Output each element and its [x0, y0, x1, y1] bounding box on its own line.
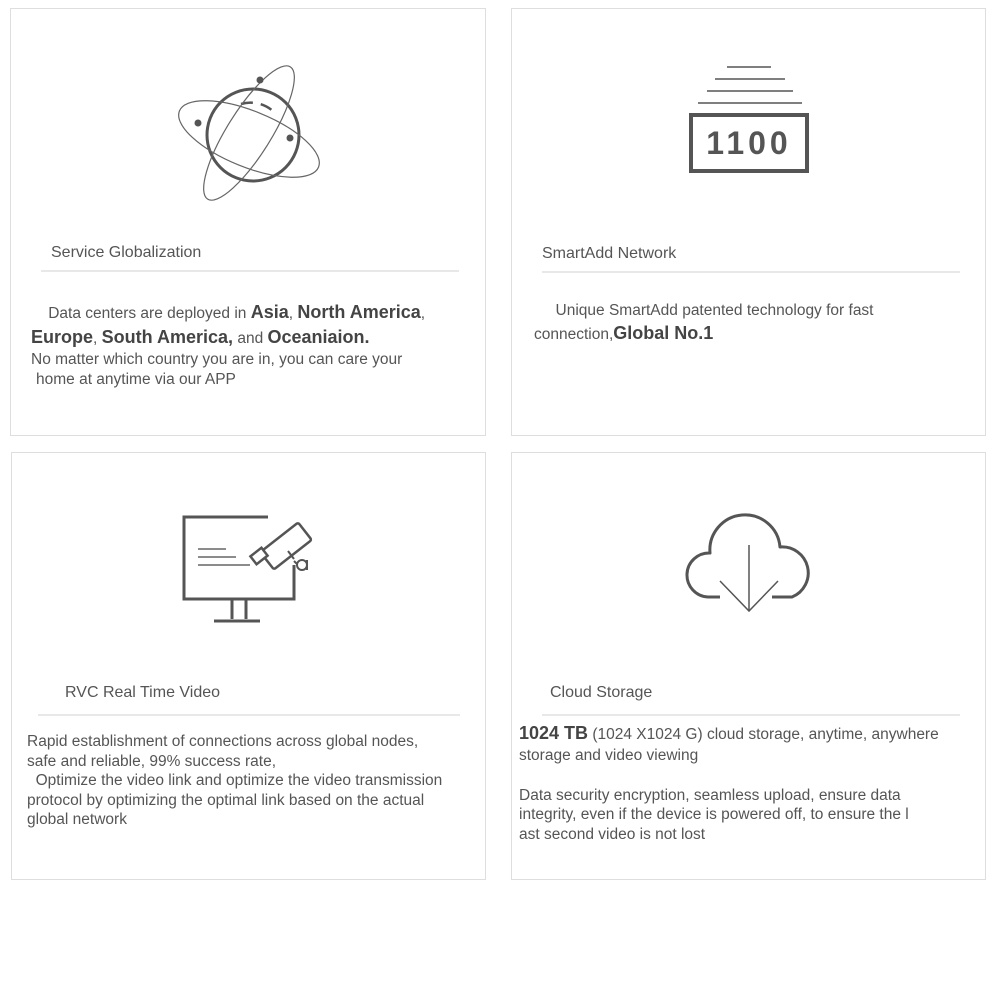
- title-divider: [542, 271, 960, 273]
- highlight-global-no1: Global No.1: [613, 323, 714, 343]
- network-device-icon: [682, 61, 812, 177]
- feature-card-smartadd-network: [511, 8, 986, 436]
- card-description: [27, 732, 485, 830]
- card-description: [519, 722, 981, 844]
- text-line: Data security encryption, seamless upload, ensure data: [519, 786, 901, 804]
- title-divider: [542, 714, 960, 716]
- highlight-oceania: Oceaniaion.: [267, 327, 370, 347]
- feature-card-service-globalization: [10, 8, 486, 436]
- card-title: Service Globalization: [51, 244, 202, 261]
- title-divider: [38, 714, 460, 716]
- card-title: SmartAdd Network: [542, 245, 677, 262]
- text-line: safe and reliable, 99% success rate,: [27, 752, 276, 770]
- card-title: Cloud Storage: [550, 684, 653, 701]
- card-description: [534, 300, 974, 346]
- highlight-asia: Asia: [250, 302, 289, 322]
- text-line: home at anytime via our APP: [36, 371, 236, 388]
- text-segment: Optimize the video link and optimize the video transmission: [35, 772, 443, 789]
- card-description: [31, 300, 481, 390]
- text-segment: Unique SmartAdd patented technology for fast: [555, 302, 874, 319]
- text-segment: ,: [420, 305, 426, 322]
- text-line: global network: [27, 811, 127, 828]
- text-segment: and: [233, 330, 268, 347]
- highlight-europe: Europe: [31, 327, 94, 347]
- text-segment: connection,: [534, 326, 614, 343]
- text-line: storage and video viewing: [519, 747, 699, 764]
- monitor-camera-icon: [178, 507, 324, 625]
- text-segment: Data centers are deployed in: [48, 305, 251, 322]
- text-segment: ,: [93, 330, 102, 347]
- title-divider: [41, 270, 459, 272]
- text-segment: ,: [288, 305, 298, 322]
- text-line: integrity, even if the device is powered off, to ensure the l: [519, 806, 909, 823]
- text-line: protocol by optimizing the optimal link based on the actual: [27, 791, 425, 809]
- highlight-north-america: North America: [297, 302, 421, 322]
- text-line: Rapid establishment of connections across global nodes,: [27, 733, 419, 750]
- feature-card-rvc-real-time-video: [11, 452, 486, 880]
- device-label: 1100: [706, 125, 792, 161]
- globe-orbit-icon: [171, 57, 331, 203]
- text-line: No matter which country you are in, you can care your: [31, 351, 403, 368]
- highlight-south-america: South America,: [101, 327, 234, 347]
- cloud-download-icon: [680, 509, 820, 617]
- highlight-1024tb: 1024 TB: [519, 723, 589, 743]
- text-segment: (1024 X1024 G) cloud storage, anytime, anywhere: [588, 726, 939, 743]
- text-line: ast second video is not lost: [519, 825, 706, 843]
- card-title: RVC Real Time Video: [65, 684, 221, 701]
- feature-card-cloud-storage: [511, 452, 986, 880]
